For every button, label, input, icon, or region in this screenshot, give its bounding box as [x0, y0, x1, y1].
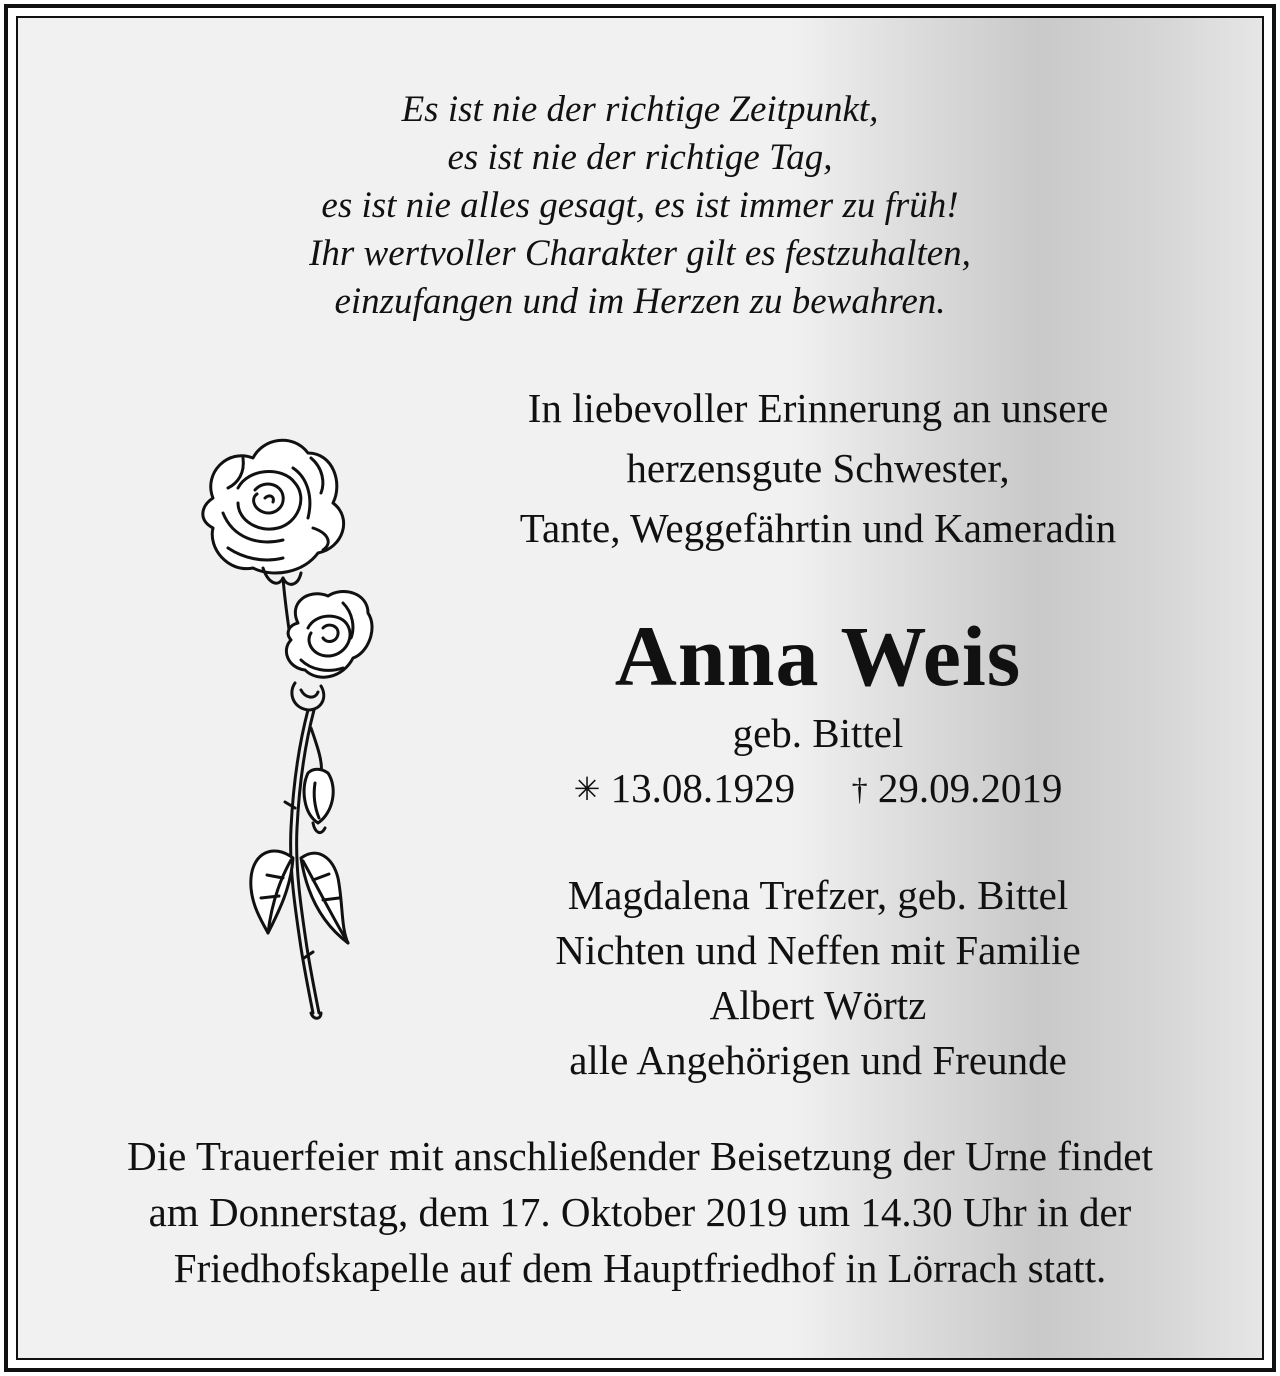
intro-line: Tante, Weggefährtin und Kameradin: [519, 505, 1117, 551]
obituary-notice: [16, 16, 1264, 1360]
intro-text: [398, 378, 1238, 558]
ceremony-line: Friedhofskapelle auf dem Hauptfriedhof in Lörrach statt.: [173, 1245, 1107, 1291]
poem-line: es ist nie der richtige Tag,: [447, 137, 833, 178]
life-dates: [398, 760, 1238, 819]
deceased-name: Anna Weis: [614, 608, 1022, 704]
death-date: 29.09.2019: [877, 765, 1063, 811]
mourner-line: Albert Wörtz: [709, 982, 927, 1028]
birth-date: 13.08.1929: [610, 765, 796, 811]
death-cross-icon: †: [851, 771, 868, 807]
ceremony-line: am Donnerstag, dem 17. Oktober 2019 um 14.30 Uhr in der: [148, 1189, 1132, 1235]
poem-line: Ihr wertvoller Charakter gilt es festzuhalten,: [309, 233, 971, 274]
mourner-line: Magdalena Trefzer, geb. Bittel: [567, 872, 1069, 918]
poem-line: es ist nie alles gesagt, es ist immer zu früh!: [321, 185, 959, 226]
rose-icon: [183, 428, 393, 1028]
intro-line: In liebevoller Erinnerung an unsere: [527, 385, 1109, 431]
mourners-list: [398, 868, 1238, 1088]
mourner-line: Nichten und Neffen mit Familie: [555, 927, 1081, 973]
ceremony-info: [18, 1128, 1262, 1296]
maiden-name: geb. Bittel: [732, 710, 904, 756]
notice-outer-border: [4, 4, 1276, 1372]
birth-star-icon: ✳: [573, 771, 601, 807]
poem: [18, 86, 1262, 326]
poem-line: einzufangen und im Herzen zu bewahren.: [334, 281, 946, 322]
poem-line: Es ist nie der richtige Zeitpunkt,: [401, 89, 879, 130]
mourner-line: alle Angehörigen und Freunde: [569, 1037, 1067, 1083]
ceremony-line: Die Trauerfeier mit anschließender Beisetzung der Urne findet: [127, 1133, 1153, 1179]
intro-line: herzensgute Schwester,: [626, 445, 1010, 491]
